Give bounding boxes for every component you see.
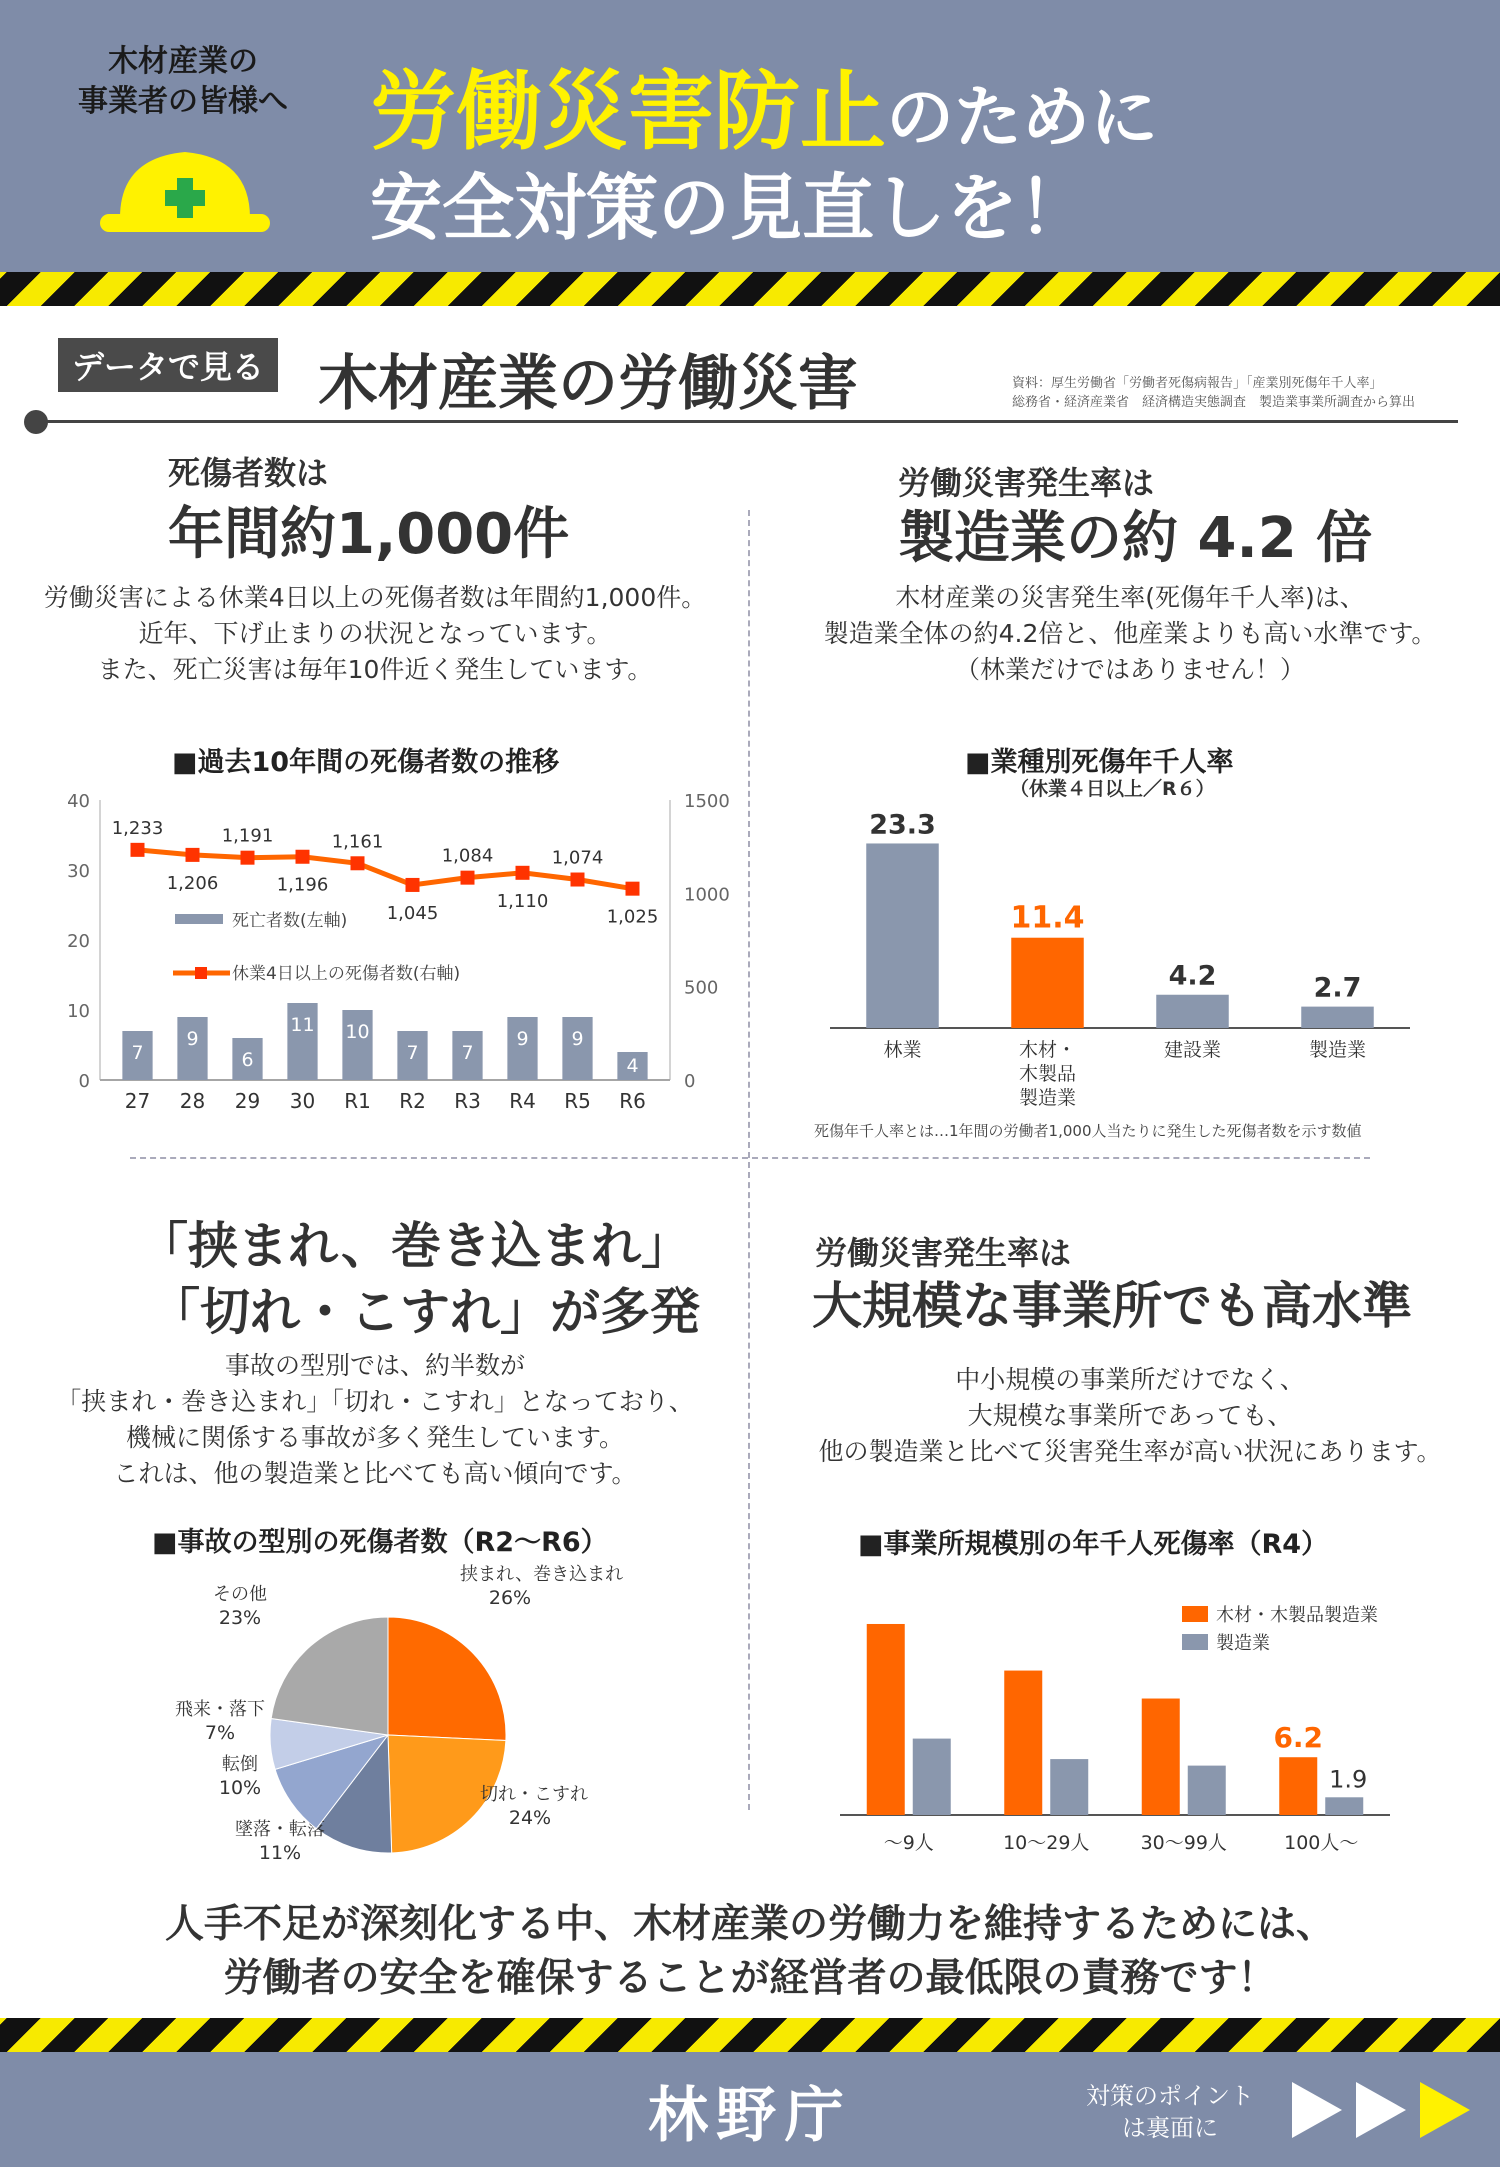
chart1-xtick: R3 (454, 1089, 481, 1113)
chart1-point (516, 866, 530, 880)
chart1-ytick-left: 20 (67, 931, 90, 952)
chart1-bar-label: 6 (241, 1049, 254, 1071)
chart1-point-label: 1,191 (221, 825, 274, 847)
chart2-xtick: 木製品 (1018, 1063, 1077, 1085)
chart1-point (131, 843, 145, 857)
chart3-slice-label: その他 (213, 1584, 267, 1605)
chart1-point (461, 871, 475, 885)
section-divider (36, 420, 1458, 423)
play-arrow-icon (1292, 2082, 1342, 2138)
chart4-bar (1004, 1671, 1042, 1815)
chart4-xtick: 100人～ (1284, 1832, 1359, 1854)
chart1-point-label: 1,025 (606, 906, 659, 928)
hazard-stripe-bottom (0, 2018, 1500, 2052)
chart3-slice-percent: 24% (508, 1807, 552, 1829)
data-source-line1: 資料：厚生労働省「労働者死傷病報告」「産業別死傷年千人率」 (1012, 376, 1383, 391)
chart2-bar (1156, 995, 1229, 1028)
chart1-point-label: 1,206 (166, 872, 219, 894)
chart4-xtick: ～9人 (883, 1832, 934, 1854)
chart4-xtick: 10～29人 (1003, 1832, 1090, 1854)
block1-heading-big: 年間約1,000件 (168, 502, 570, 567)
chart1-xtick: R2 (399, 1089, 426, 1113)
block2-desc-line2: 製造業全体の約4.2倍と、他産業よりも高い水準です。 (823, 619, 1437, 648)
chart1-bar-label: 9 (516, 1028, 529, 1050)
chart1-ytick-right: 0 (684, 1071, 696, 1092)
chart2-industry-rate (820, 790, 1430, 1110)
chart1-legend-bar-swatch (175, 914, 223, 924)
chart2-subtitle: （休業４日以上／R６） (1010, 778, 1215, 800)
bottom-message-line2: 労働者の安全を確保することが経営者の最低限の責務です！ (223, 1956, 1277, 2001)
play-arrow-icon (1356, 2082, 1406, 2138)
back-page-note[interactable] (1070, 2080, 1270, 2144)
data-source-line2: 総務省・経済産業省 経済構造実態調査 製造業事業所調査から算出 (1012, 395, 1416, 410)
chart1-xtick: R1 (344, 1089, 371, 1113)
chart3-slice-label: 切れ・こすれ (480, 1784, 588, 1805)
chart3-title: ■事故の型別の死傷者数（R2～R6） (152, 1527, 608, 1558)
block4-desc-line1: 中小規模の事業所だけでなく、 (955, 1365, 1305, 1394)
bottom-message (0, 1898, 1500, 2006)
chart1-bar-label: 7 (461, 1042, 474, 1064)
chart3-slice-label: 飛来・落下 (175, 1699, 265, 1720)
chart4-bar (867, 1624, 905, 1815)
chart1-legend-bar-label: 死亡者数(左軸) (232, 911, 348, 931)
chart4-legend-label: 製造業 (1216, 1633, 1270, 1654)
chart1-point-label: 1,084 (441, 845, 494, 867)
data-source (1012, 374, 1415, 412)
block3-description (20, 1348, 730, 1492)
chart3-slice (388, 1617, 506, 1741)
chart1-xtick: R5 (564, 1089, 591, 1113)
chart3-slice-percent: 11% (258, 1842, 302, 1864)
chart1-bar-label: 11 (290, 1014, 315, 1036)
chart4-legend-swatch (1182, 1606, 1208, 1622)
chart3-slice-label: 挟まれ、巻き込まれ (460, 1564, 624, 1585)
chart1-xtick: 28 (179, 1089, 206, 1113)
chart1-casualties-trend (40, 780, 740, 1120)
helmet-icon (100, 140, 270, 236)
chart1-point (571, 873, 585, 887)
chart2-bar (866, 843, 939, 1028)
audience-line2: 事業者の皆様へ (78, 84, 288, 119)
chart2-xtick: 製造業 (1018, 1087, 1077, 1109)
chart4-bar (1142, 1699, 1180, 1815)
chart2-xtick: 木材・ (1018, 1039, 1077, 1061)
chart1-ytick-left: 40 (67, 791, 90, 812)
hazard-stripe-top (0, 272, 1500, 306)
block2-heading-big: 製造業の約 4.2 倍 (898, 506, 1373, 571)
block3-heading-line2: 「切れ・こすれ」が多発 (150, 1283, 700, 1341)
block3-heading-line1: 「挟まれ、巻き込まれ」 (138, 1217, 691, 1275)
block3-desc-line2: 「挟まれ・巻き込まれ」「切れ・こすれ」となっており、 (56, 1387, 694, 1416)
chart1-xtick: R6 (619, 1089, 646, 1113)
chart1-bar-label: 9 (186, 1028, 199, 1050)
chart1-bar-label: 10 (345, 1021, 370, 1043)
chart4-bar (1188, 1766, 1226, 1815)
block4-desc-line2: 大規模な事業所であっても、 (967, 1401, 1293, 1430)
chart3-slice-label: 転倒 (222, 1754, 258, 1775)
chart1-point-label: 1,110 (496, 890, 549, 912)
chart2-value-label: 11.4 (1010, 900, 1085, 936)
next-page-arrows[interactable] (1290, 2078, 1480, 2142)
chart2-value-label: 2.7 (1313, 972, 1362, 1004)
block4-heading-small: 労働災害発生率は (815, 1234, 1072, 1272)
chart3-slice-percent: 23% (218, 1607, 262, 1629)
chart2-xtick: 製造業 (1308, 1039, 1367, 1061)
chart1-legend-line-label: 休業4日以上の死傷者数(右軸) (232, 964, 461, 984)
chart1-xtick: 29 (234, 1089, 261, 1113)
chart1-point (296, 850, 310, 864)
chart4-value-label: 6.2 (1273, 1721, 1324, 1755)
block4-desc-line3: 他の製造業と比べて災害発生率が高い状況にあります。 (818, 1437, 1442, 1466)
chart1-point-label: 1,074 (551, 847, 604, 869)
chart1-ytick-right: 500 (684, 977, 719, 999)
block1-desc-line2: 近年、下げ止まりの状況となっています。 (138, 619, 612, 648)
chart2-footnote: 死傷年千人率とは…1年間の労働者1,000人当たりに発生した死傷者数を示す数値 (814, 1122, 1362, 1140)
block4-description (780, 1362, 1480, 1470)
title-rest: のために (886, 79, 1159, 158)
chart4-legend-label: 木材・木製品製造業 (1216, 1605, 1378, 1626)
chart1-point-label: 1,161 (331, 831, 384, 853)
chart1-point (626, 882, 640, 896)
block1-desc-line1: 労働災害による休業4日以上の死傷者数は年間約1,000件。 (43, 583, 707, 612)
block1-heading-small: 死傷者数は (168, 454, 329, 492)
chart3-slice-percent: 26% (488, 1587, 532, 1609)
chart4-size-rate (830, 1590, 1430, 1870)
section-tag: データで見る (58, 338, 278, 392)
chart2-title: ■業種別死傷年千人率 (965, 747, 1234, 778)
chart1-ytick-left: 0 (78, 1071, 90, 1092)
chart1-bar-label: 7 (131, 1042, 144, 1064)
chart4-bar (913, 1739, 951, 1815)
title-highlight: 労働災害防止 (370, 62, 886, 162)
chart3-slice-label: 墜落・転落 (235, 1819, 325, 1840)
block3-desc-line1: 事故の型別では、約半数が (224, 1351, 525, 1380)
chart1-ytick-right: 1000 (684, 884, 730, 906)
vertical-divider (748, 510, 750, 1810)
block2-description (780, 580, 1480, 688)
bottom-message-line1: 人手不足が深刻化する中、木材産業の労働力を維持するためには、 (164, 1902, 1335, 1947)
audience-label (48, 42, 318, 122)
block1-desc-line3: また、死亡災害は毎年10件近く発生しています。 (97, 655, 653, 684)
chart2-bar (1301, 1007, 1374, 1028)
chart3-slice (271, 1617, 388, 1735)
chart4-xtick: 30～99人 (1140, 1832, 1227, 1854)
chart3-slice-percent: 10% (218, 1777, 262, 1799)
chart1-point (186, 848, 200, 862)
back-note-line1: 対策のポイント (1086, 2082, 1254, 2110)
block2-desc-line1: 木材産業の災害発生率(死傷年千人率)は、 (895, 583, 1365, 612)
chart1-ytick-left: 30 (67, 861, 90, 882)
chart3-slice-percent: 7% (204, 1722, 236, 1744)
chart2-xtick: 林業 (883, 1039, 922, 1061)
main-title-line2: 安全対策の見直しを！ (370, 166, 1091, 250)
block1-description (20, 580, 730, 688)
chart1-point-label: 1,196 (276, 874, 329, 896)
horizontal-divider (130, 1157, 1370, 1159)
chart1-point-label: 1,233 (111, 817, 164, 839)
chart4-bar (1279, 1757, 1317, 1815)
chart1-ytick-right: 1500 (684, 791, 730, 812)
block4-heading-big: 大規模な事業所でも高水準 (812, 1277, 1412, 1335)
chart1-title: ■過去10年間の死傷者数の推移 (172, 747, 560, 778)
chart1-point (406, 878, 420, 892)
back-note-line2: は裏面に (1122, 2114, 1218, 2142)
chart1-legend-line-marker (195, 967, 207, 979)
play-arrow-icon (1420, 2082, 1470, 2138)
audience-line1: 木材産業の (108, 44, 258, 79)
chart2-xtick: 建設業 (1163, 1039, 1222, 1061)
section-title: 木材産業の労働災害 (318, 349, 858, 419)
block2-desc-line3: （林業だけではありません！） (954, 655, 1305, 684)
chart1-xtick: R4 (509, 1089, 536, 1113)
chart1-xtick: 27 (124, 1089, 151, 1113)
chart1-bar-label: 4 (626, 1055, 639, 1077)
chart2-value-label: 23.3 (869, 809, 936, 841)
chart4-bar (1050, 1759, 1088, 1815)
block3-desc-line3: 機械に関係する事故が多く発生しています。 (125, 1423, 624, 1452)
chart1-point (351, 856, 365, 870)
chart4-legend-swatch (1182, 1634, 1208, 1650)
chart1-bar-label: 9 (571, 1028, 584, 1050)
chart1-bar-label: 7 (406, 1042, 419, 1064)
chart1-xtick: 30 (289, 1089, 316, 1113)
block3-desc-line4: これは、他の製造業と比べても高い傾向です。 (113, 1459, 637, 1488)
chart1-ytick-left: 10 (67, 1001, 90, 1022)
agency-name: 林野庁 (648, 2081, 852, 2151)
chart1-point-label: 1,045 (386, 902, 439, 924)
main-title-line1 (370, 42, 1158, 166)
chart1-point (241, 851, 255, 865)
chart4-title: ■事業所規模別の年千人死傷率（R4） (858, 1529, 1329, 1560)
chart2-value-label: 4.2 (1168, 960, 1217, 992)
block2-heading-small: 労働災害発生率は (898, 464, 1155, 502)
chart4-value-label: 1.9 (1329, 1765, 1368, 1794)
chart3-accident-type-pie (130, 1560, 690, 1870)
chart2-bar (1011, 938, 1084, 1028)
chart4-bar (1325, 1797, 1363, 1815)
